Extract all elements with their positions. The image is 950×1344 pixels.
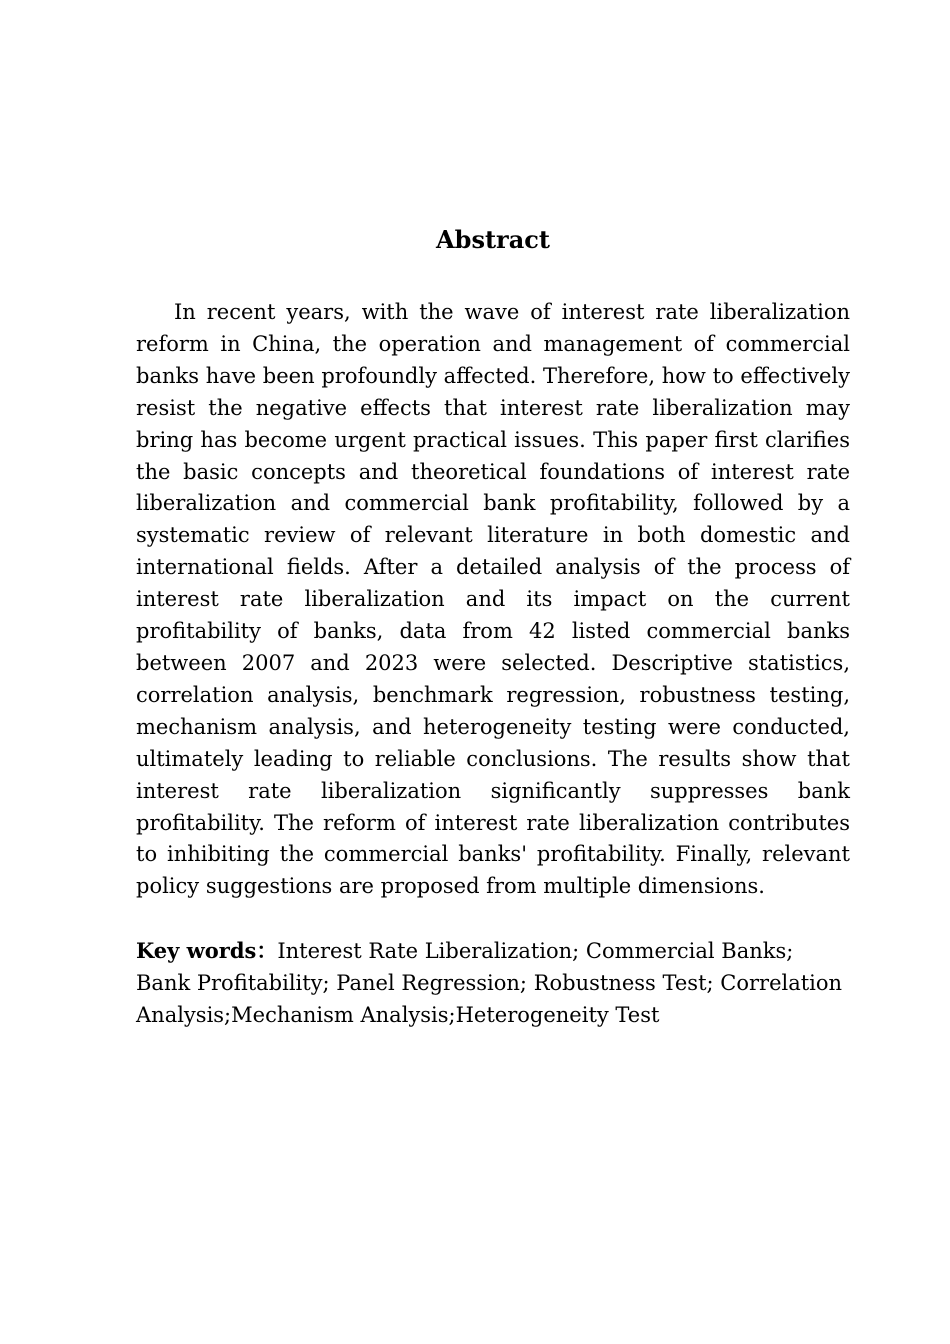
abstract-title: Abstract [436, 225, 550, 254]
keywords-paragraph [136, 935, 850, 1031]
abstract-body: In recent years, with the wave of interest rate liberalization reform in China, the operation and management of commercial banks have been profoundly affected. Therefore, how to effectively resist the negative effects that interest rate liberalization may bring has become urgent practical issues. This paper first clarifies the basic concepts and theoretical foundations of interest rate liberalization and commercial bank profitability, followed by a systematic review of relevant literature in both domestic and international fields. After a detailed analysis of the process of interest rate liberalization and its impact on the current profitability of banks, data from 42 listed commercial banks between 2007 and 2023 were selected. Descriptive statistics, correlation analysis, benchmark regression, robustness testing, mechanism analysis, and heterogeneity testing were conducted, ultimately leading to reliable conclusions. The results show that interest rate liberalization significantly suppresses bank profitability. The reform of interest rate liberalization contributes to inhibiting the commercial banks' profitability. Finally, relevant policy suggestions are proposed from multiple dimensions. [136, 300, 850, 899]
keywords-text: Interest Rate Liberalization; Commercial Banks; Bank Profitability; Panel Regression; Robustness Test; Correlation Analysis;Mechanism Analysis;Heterogeneity Test [136, 939, 843, 1027]
keywords-label: Key words： [136, 938, 278, 963]
